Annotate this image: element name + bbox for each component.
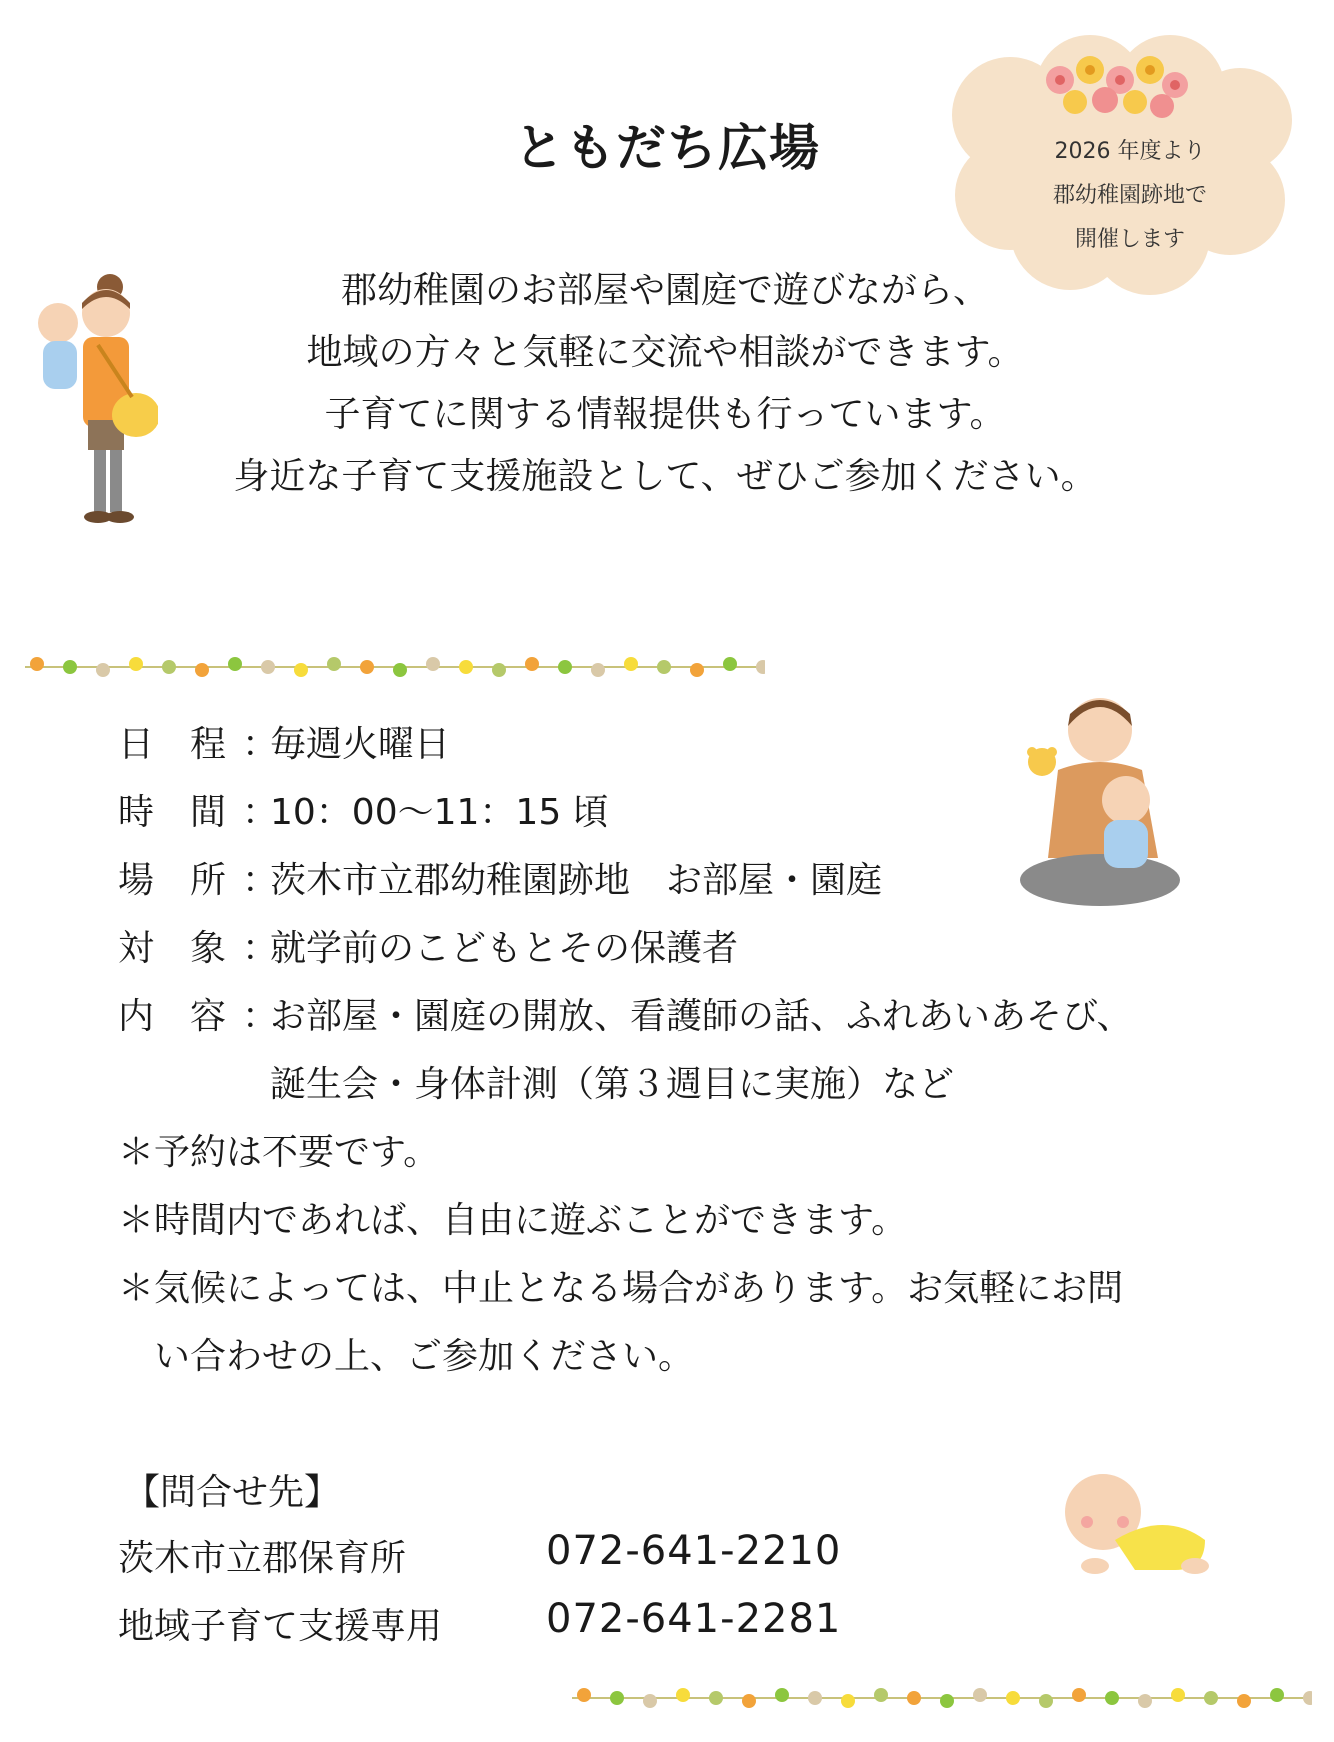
divider-dot [558,660,572,674]
divider-dot [624,657,638,671]
dotted-divider-bottom [572,1683,1312,1713]
dotted-divider-top [25,652,765,682]
detail-content-continuation: 誕生会・身体計測（第３週目に実施）など [270,1064,955,1105]
detail-value: 毎週火曜日 [270,724,451,765]
divider-dot [676,1688,690,1702]
divider-dot [940,1694,954,1708]
divider-dot [723,657,737,671]
divider-dot [610,1691,624,1705]
divider-dot [907,1691,921,1705]
father-with-baby-illustration [1018,688,1198,918]
contact-name-2: 地域子育て支援専用 [118,1606,443,1647]
divider-dot [973,1688,987,1702]
detail-value: お部屋・園庭の開放、看護師の話、ふれあいあそび、 [270,996,1133,1037]
detail-target: 対 象 ：就学前のこどもとその保護者 [118,920,738,971]
divider-dot [1138,1694,1152,1708]
divider-dot [327,657,341,671]
note-weather: ＊気候によっては、中止となる場合があります。お気軽にお問 [118,1268,1124,1309]
detail-label: 日 程 [118,724,227,765]
mother-with-baby-illustration [28,265,158,535]
detail-value: 就学前のこどもとその保護者 [270,928,739,969]
divider-dot [1303,1691,1312,1705]
divider-dot [874,1688,888,1702]
badge-line-3: 開催します [1074,227,1185,252]
crawling-baby-illustration [1055,1470,1215,1590]
divider-dot [643,1694,657,1708]
divider-dot [1039,1694,1053,1708]
divider-dot [742,1694,756,1708]
note-free-play: ＊時間内であれば、自由に遊ぶことができます。 [118,1200,908,1241]
divider-dot [525,657,539,671]
detail-label: 対 象 [118,928,227,969]
divider-dot [1171,1688,1185,1702]
divider-dot [360,660,374,674]
detail-label: 内 容 [118,996,227,1037]
detail-time: 時 間 ：10：00～11：15 頃 [118,784,609,835]
detail-label: 時 間 [118,792,227,833]
divider-dot [30,657,44,671]
contact-heading: 【問合せ先】 [124,1472,341,1513]
detail-label: 場 所 [118,860,227,901]
badge-line-1: 2026 年度より [1054,139,1206,164]
badge-line-2: 郡幼稚園跡地で [1052,183,1207,208]
detail-content: 内 容 ：お部屋・園庭の開放、看護師の話、ふれあいあそび、 [118,988,1133,1039]
divider-dot [393,663,407,677]
contact-tel-2[interactable]: 072-641-2281 [546,1596,842,1642]
divider-dot [195,663,209,677]
divider-dot [96,663,110,677]
detail-schedule: 日 程 ：毎週火曜日 [118,716,450,767]
detail-value: 10：00～11：15 頃 [270,792,609,833]
divider-dot [1237,1694,1251,1708]
divider-dot [228,657,242,671]
page-title: ともだち広場 [514,119,820,177]
divider-dot [261,660,275,674]
intro-line-4: 身近な子育て支援施設として、ぜひご参加ください。 [233,456,1097,497]
divider-dot [1204,1691,1218,1705]
note-reservation: ＊予約は不要です。 [118,1132,440,1173]
divider-dot [129,657,143,671]
intro-line-3: 子育てに関する情報提供も行っています。 [324,394,1006,435]
detail-place: 場 所 ：茨木市立郡幼稚園跡地 お部屋・園庭 [118,852,882,903]
divider-dot [459,660,473,674]
divider-dot [492,663,506,677]
divider-dot [63,660,77,674]
divider-dot [841,1694,855,1708]
divider-dot [426,657,440,671]
intro-line-1: 郡幼稚園のお部屋や園庭で遊びながら、 [340,270,989,311]
divider-dot [591,663,605,677]
divider-dot [294,663,308,677]
divider-dot [657,660,671,674]
divider-dot [808,1691,822,1705]
divider-dot [577,1688,591,1702]
divider-dot [709,1691,723,1705]
divider-dot [1006,1691,1020,1705]
divider-dot [756,660,765,674]
divider-dot [690,663,704,677]
intro-line-2: 地域の方々と気軽に交流や相談ができます。 [306,332,1024,373]
divider-dot [1270,1688,1284,1702]
contact-name-1: 茨木市立郡保育所 [118,1538,407,1579]
divider-dot [162,660,176,674]
divider-dot [1105,1691,1119,1705]
note-weather-continuation: い合わせの上、ご参加ください。 [118,1336,695,1377]
divider-dot [775,1688,789,1702]
contact-tel-1[interactable]: 072-641-2210 [546,1528,842,1574]
detail-value: 茨木市立郡幼稚園跡地 お部屋・園庭 [270,860,883,901]
divider-dot [1072,1688,1086,1702]
